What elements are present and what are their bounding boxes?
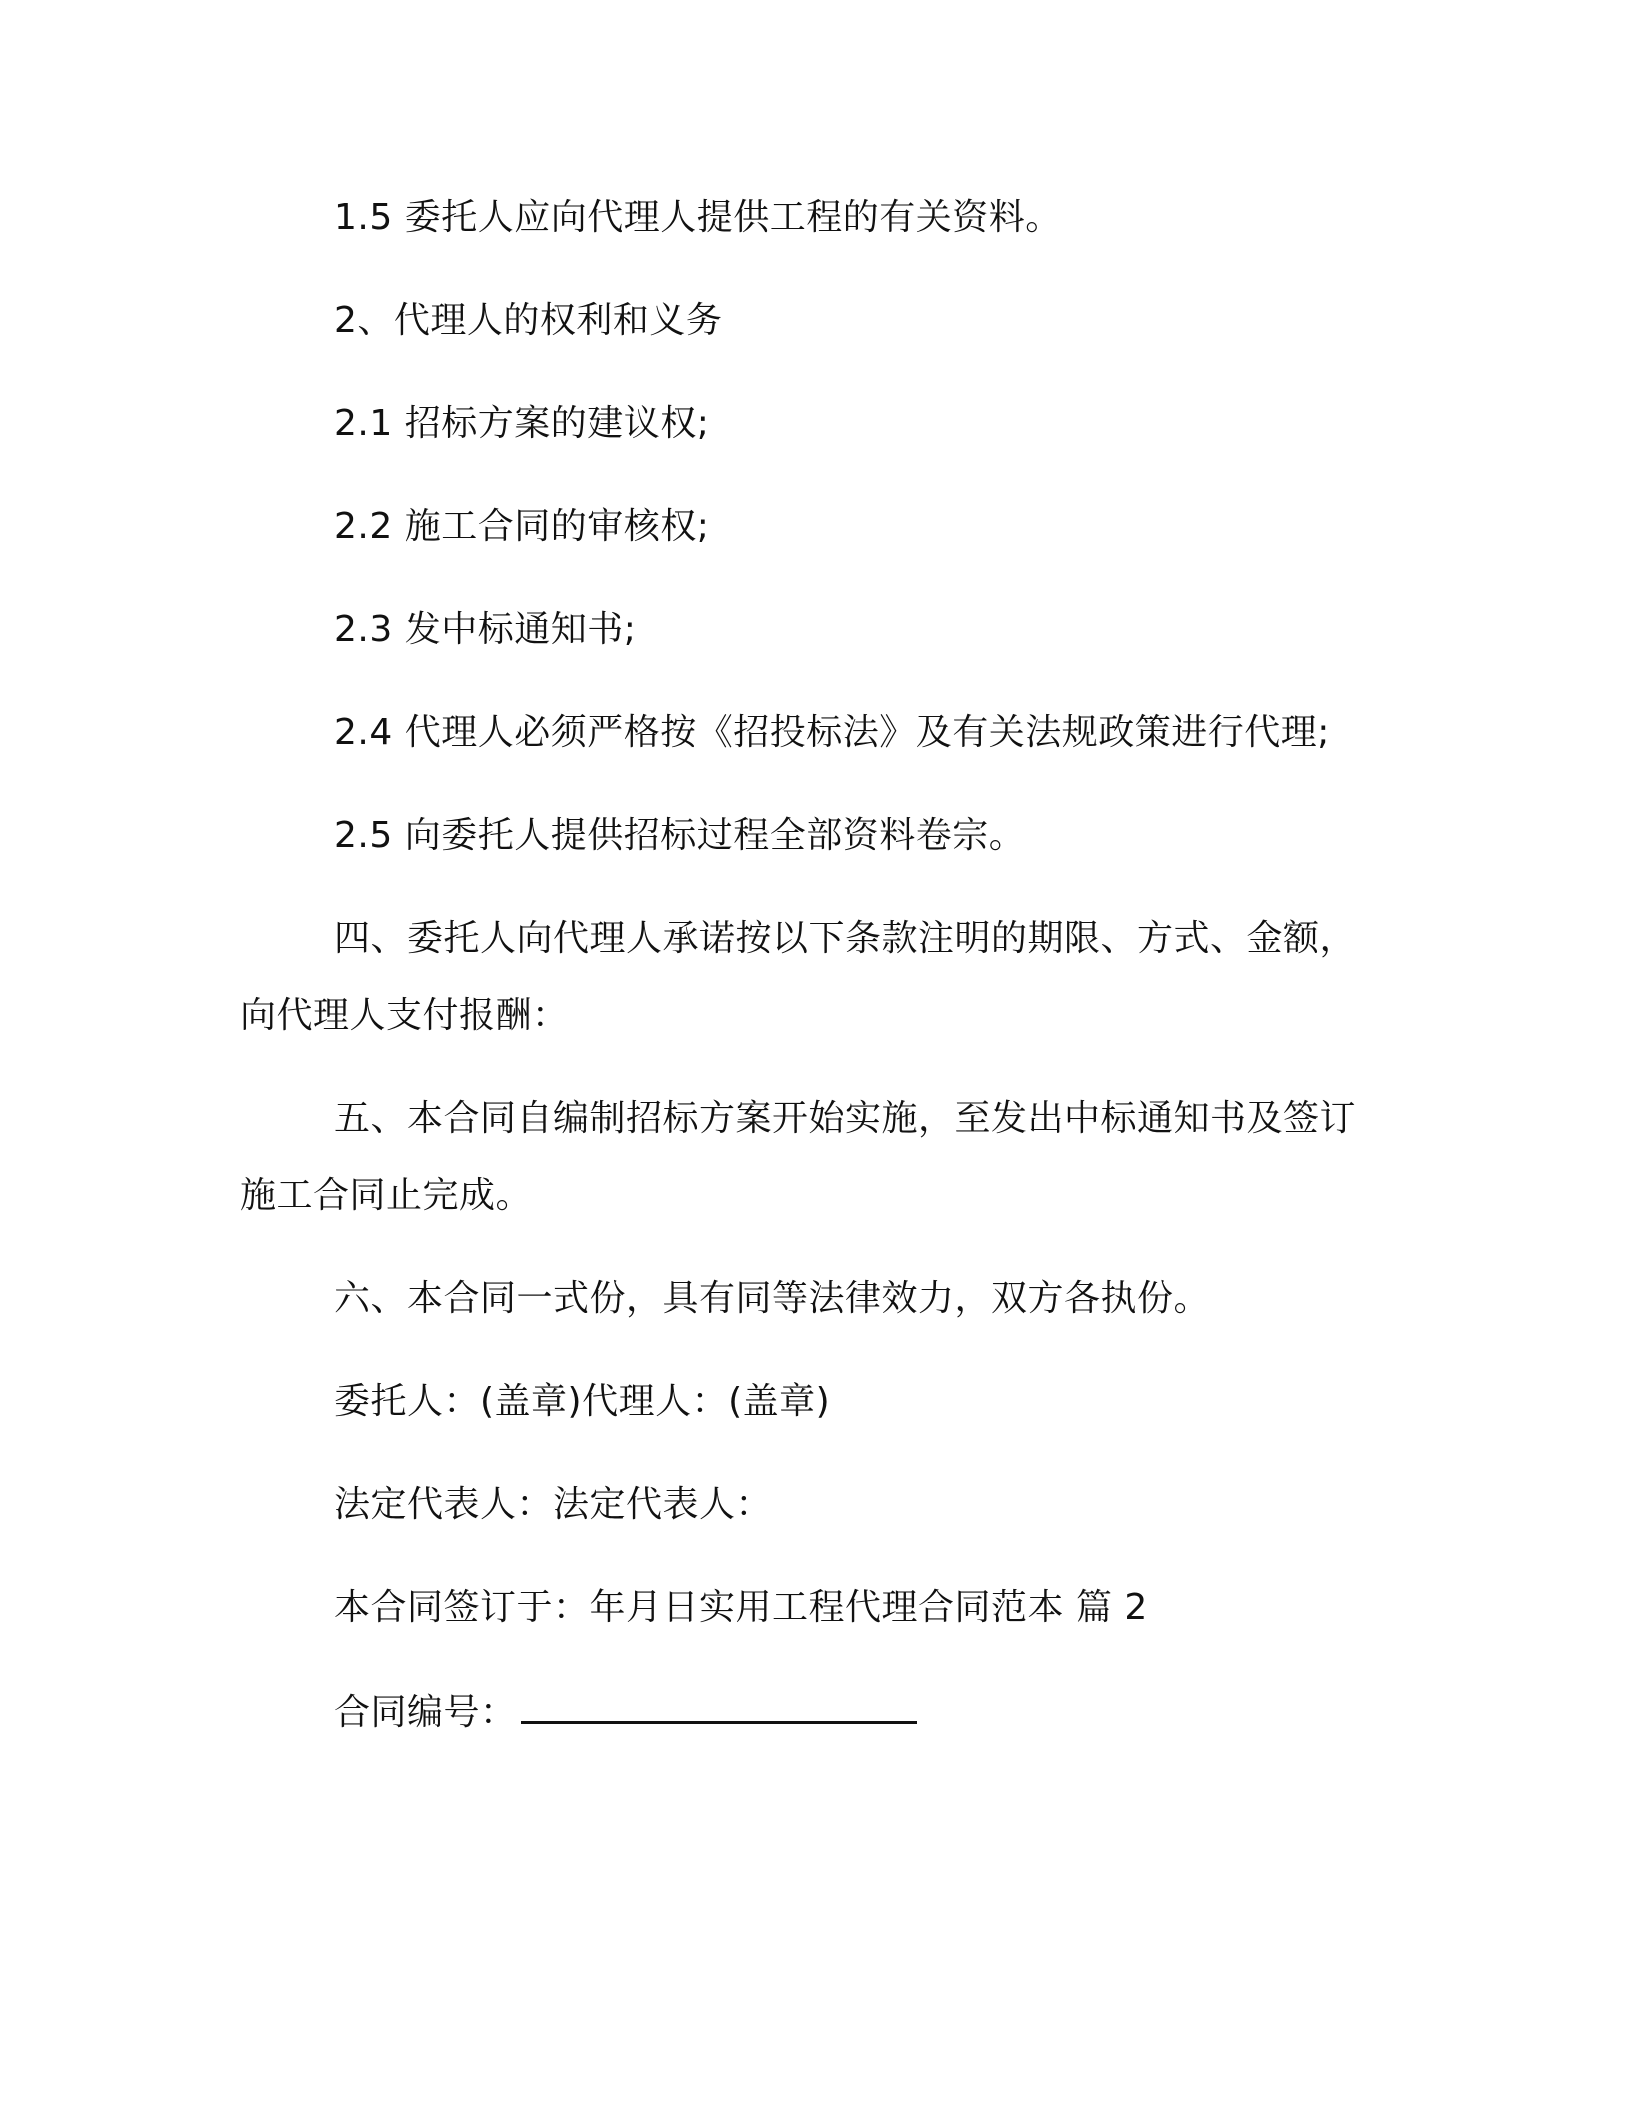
clause-2-5: 2.5 向委托人提供招标过程全部资料卷宗。 bbox=[334, 815, 1026, 856]
clause-2-3: 2.3 发中标通知书; bbox=[334, 609, 637, 650]
article-5-line-1: 五、本合同自编制招标方案开始实施，至发出中标通知书及签订 bbox=[334, 1098, 1357, 1139]
contract-number-row bbox=[334, 1687, 917, 1737]
article-6: 六、本合同一式份，具有同等法律效力，双方各执份。 bbox=[334, 1278, 1211, 1319]
clause-1-5: 1.5 委托人应向代理人提供工程的有关资料。 bbox=[334, 197, 1062, 238]
signing-date-line: 本合同签订于：年月日实用工程代理合同范本 篇 2 bbox=[334, 1587, 1148, 1628]
article-5-line-2: 施工合同止完成。 bbox=[240, 1175, 533, 1216]
article-4-line-1: 四、委托人向代理人承诺按以下条款注明的期限、方式、金额， bbox=[334, 918, 1357, 959]
legal-representatives: 法定代表人：法定代表人： bbox=[334, 1484, 773, 1525]
clause-2-1: 2.1 招标方案的建议权; bbox=[334, 403, 710, 444]
contract-number-label: 合同编号： bbox=[334, 1692, 517, 1733]
section-2-heading: 2、代理人的权利和义务 bbox=[334, 300, 723, 341]
article-4-line-2: 向代理人支付报酬： bbox=[240, 995, 569, 1036]
clause-2-2: 2.2 施工合同的审核权; bbox=[334, 506, 710, 547]
clause-2-4: 2.4 代理人必须严格按《招投标法》及有关法规政策进行代理; bbox=[334, 712, 1330, 753]
contract-number-blank bbox=[521, 1687, 917, 1724]
signature-parties: 委托人：(盖章)代理人：(盖章) bbox=[334, 1381, 831, 1422]
